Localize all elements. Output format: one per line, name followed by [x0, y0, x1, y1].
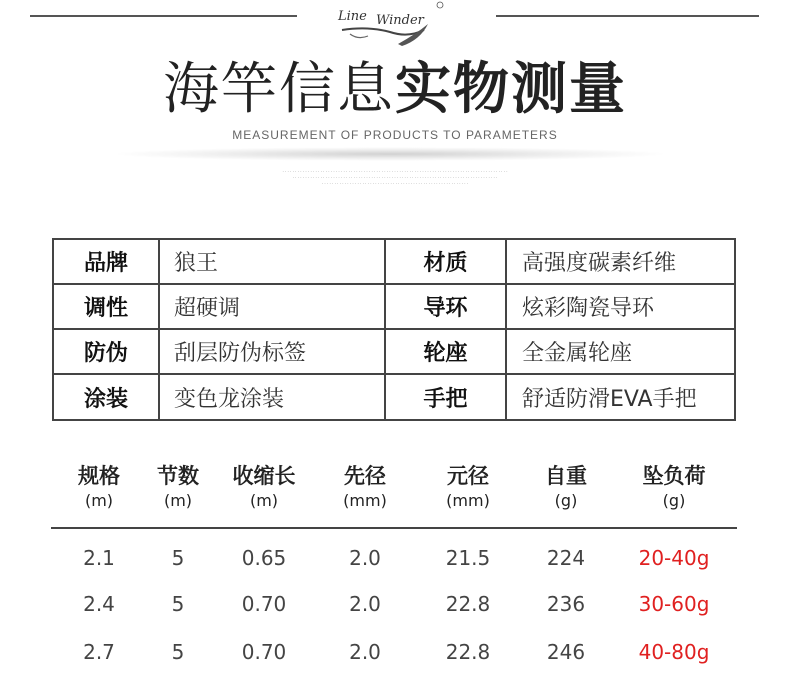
info-row [54, 285, 734, 330]
spec-header-length: 规格 (m) [78, 464, 120, 510]
info-value: 炫彩陶瓷导环 [522, 296, 655, 321]
info-row [54, 375, 734, 419]
info-key: 导环 [386, 285, 507, 328]
info-value: 变色龙涂装 [160, 375, 386, 419]
info-key: 防伪 [54, 330, 160, 373]
header-rule-right [496, 15, 759, 17]
header-rule-left [30, 15, 297, 17]
spec-header-sections: 节数 (m) [157, 464, 199, 510]
info-key: 涂装 [54, 375, 160, 419]
info-key: 材质 [386, 240, 507, 283]
info-key: 调性 [54, 285, 160, 328]
info-value: 超硬调 [160, 285, 386, 328]
info-key: 品牌 [54, 240, 160, 283]
info-value: 舒适防滑EVA手把 [522, 386, 697, 412]
spec-header-lure-weight: 坠负荷 (g) [642, 464, 706, 510]
svg-text:Line: Line [338, 9, 367, 24]
spec-header-rule [51, 527, 737, 529]
info-value: 狼王 [160, 240, 386, 283]
spec-header-butt-dia: 元径 (mm) [446, 464, 490, 510]
decorative-microtext: · · · · · · · · · · · · · · · · · · · · · · · · · · · · · · · · · · · · · · · · · · · · · · · · · · · · · · · · · · [321, 181, 469, 186]
page-subtitle: MEASUREMENT OF PRODUCTS TO PARAMETERS [232, 128, 558, 142]
title-bold: 实物测量 [395, 57, 627, 122]
svg-text:Winder: Winder [376, 13, 424, 28]
info-key: 轮座 [386, 330, 507, 373]
info-key: 手把 [386, 375, 507, 419]
spec-header-closed-length: 收缩长 (m) [232, 464, 296, 510]
decorative-microtext: · · · · · · · · · · · · · · · · · · · · · · · · · · · · · · · · · · · · · · · · · · · · · · · · · · · · · · · · · · · · · · · · · · · · · · · · · · · · · · · · · · · · · · · · · [282, 169, 508, 174]
decorative-microtext: · · · · · · · · · · · · · · · · · · · · · · · · · · · · · · · · · · · · · · · · · · · · · · · · · · · · · · · · · · · · · · · · · · · · · · · · · · · · · · · · · [292, 175, 498, 180]
spec-header-tip-dia: 先径 (mm) [343, 464, 387, 510]
spec-header-weight: 自重 (g) [545, 464, 587, 510]
info-row [54, 330, 734, 375]
page-title [0, 55, 790, 125]
info-value: 全金属轮座 [522, 341, 633, 366]
title-shadow [110, 147, 670, 161]
brand-logo [328, 0, 458, 54]
info-row [54, 240, 734, 285]
product-info-table [52, 238, 736, 421]
info-value: 刮层防伪标签 [160, 330, 386, 373]
title-light: 海竿信息 [163, 57, 395, 122]
info-value: 高强度碳素纤维 [522, 251, 677, 276]
